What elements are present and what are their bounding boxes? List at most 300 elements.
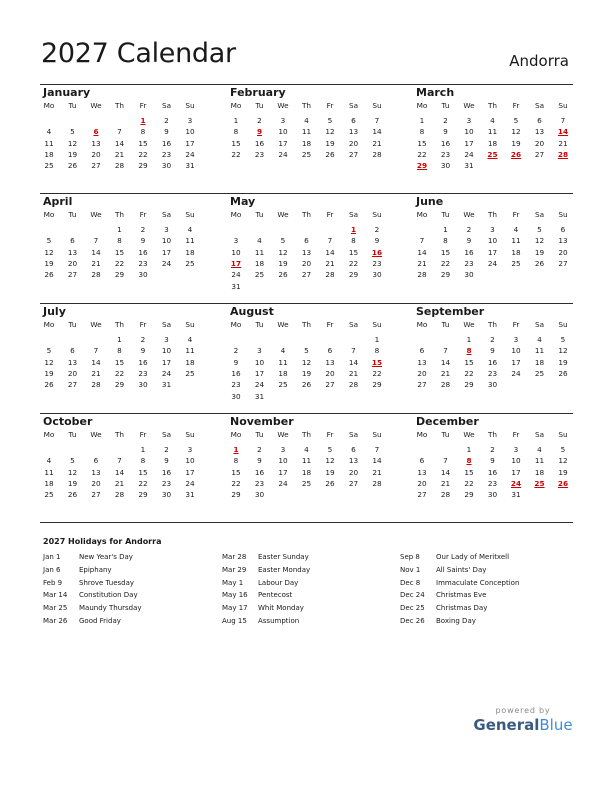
weekday-label: Th <box>301 430 312 439</box>
day-cell: 4 <box>46 127 52 137</box>
day-cell: 19 <box>67 478 78 488</box>
weekday-label: Tu <box>68 320 77 329</box>
holiday-day: 29 <box>416 161 428 171</box>
holiday-name: Pentecost <box>258 591 293 600</box>
day-cell: 19 <box>534 247 545 257</box>
day-cell: 27 <box>558 258 568 268</box>
day-cell: 12 <box>534 236 545 246</box>
day-cell: 21 <box>91 368 101 378</box>
day-cell: 7 <box>419 236 425 246</box>
day-cell: 23 <box>440 149 451 159</box>
day-cell: 25 <box>44 490 54 500</box>
day-cell: 25 <box>534 368 545 378</box>
month-name: March <box>416 86 455 99</box>
day-cell: 14 <box>91 247 101 257</box>
day-cell: 23 <box>231 380 241 390</box>
day-cell: 18 <box>254 258 265 268</box>
holiday-day: 25 <box>487 149 498 159</box>
day-cell: 28 <box>114 161 125 171</box>
day-cell: 5 <box>304 346 309 356</box>
holiday-name: All Saints' Day <box>436 565 487 574</box>
day-cell: 13 <box>301 247 312 257</box>
day-cell: 4 <box>46 456 52 466</box>
weekday-label: We <box>90 320 102 329</box>
day-cell: 19 <box>67 149 78 159</box>
day-cell: 8 <box>351 236 356 246</box>
weekday-label: Tu <box>68 430 77 439</box>
day-cell: 11 <box>534 346 545 356</box>
day-cell: 27 <box>67 380 78 390</box>
weekday-label: Th <box>487 210 498 219</box>
day-cell: 10 <box>487 236 498 246</box>
day-cell: 23 <box>464 258 474 268</box>
weekday-label: Sa <box>161 210 172 219</box>
day-cell: 13 <box>348 127 359 137</box>
day-cell: 24 <box>231 270 241 280</box>
divider-line <box>40 413 573 414</box>
day-cell: 26 <box>558 368 568 378</box>
day-cell: 16 <box>161 467 172 477</box>
logo-text <box>473 716 573 734</box>
day-cell: 13 <box>67 357 78 367</box>
day-cell: 11 <box>301 127 312 137</box>
day-cell: 22 <box>138 478 148 488</box>
day-cell: 19 <box>325 138 335 148</box>
holiday-day: 8 <box>466 456 472 466</box>
day-cell: 2 <box>140 335 146 344</box>
holiday-name: Christmas Eve <box>436 591 487 600</box>
day-cell: 30 <box>372 270 382 280</box>
day-cell: 25 <box>185 368 195 378</box>
day-cell: 20 <box>67 368 78 378</box>
day-cell: 20 <box>325 368 335 378</box>
weekday-label: Sa <box>534 101 545 110</box>
weekday-label: Tu <box>68 101 77 110</box>
day-cell: 8 <box>233 127 239 137</box>
weekday-label: Su <box>372 320 382 329</box>
day-cell: 2 <box>490 445 495 454</box>
holiday-date: Sep 8 <box>400 553 420 561</box>
weekday-label: Th <box>301 101 312 110</box>
holiday-date: Feb 9 <box>43 578 63 587</box>
day-cell: 1 <box>233 116 239 125</box>
powered-by-text: powered by <box>495 706 551 715</box>
day-cell: 19 <box>558 467 568 477</box>
day-cell: 31 <box>231 281 241 291</box>
day-cell: 19 <box>44 258 54 268</box>
day-cell: 19 <box>44 368 54 378</box>
day-cell: 23 <box>372 258 382 268</box>
day-cell: 6 <box>93 456 99 466</box>
day-cell: 6 <box>351 445 356 454</box>
holiday-date: Mar 26 <box>43 617 68 625</box>
day-cell: 11 <box>278 357 288 367</box>
day-cell: 28 <box>372 478 382 488</box>
day-cell: 15 <box>231 138 241 148</box>
day-cell: 26 <box>534 258 545 268</box>
day-cell: 18 <box>301 138 312 148</box>
weekday-label: Sa <box>161 101 172 110</box>
day-cell: 7 <box>117 456 122 466</box>
weekday-label: We <box>90 101 102 110</box>
day-cell: 20 <box>558 247 568 257</box>
day-cell: 16 <box>231 368 241 378</box>
holiday-name: Easter Sunday <box>258 553 309 561</box>
day-cell: 13 <box>417 357 427 367</box>
day-cell: 27 <box>348 478 359 488</box>
holiday-day: 15 <box>371 357 383 367</box>
month-name: June <box>416 195 444 208</box>
day-cell: 28 <box>440 380 451 390</box>
day-cell: 3 <box>466 116 472 125</box>
day-cell: 14 <box>440 467 451 477</box>
day-cell: 4 <box>537 335 542 344</box>
day-cell: 26 <box>67 161 78 171</box>
day-cell: 20 <box>348 138 359 148</box>
day-cell: 21 <box>440 478 451 488</box>
weekday-label: Fr <box>139 430 147 439</box>
weekday-label: Th <box>301 210 312 219</box>
weekday-label: Sa <box>348 430 359 439</box>
day-cell: 5 <box>327 445 333 454</box>
weekday-label: Fr <box>326 430 334 439</box>
day-cell: 21 <box>114 149 125 159</box>
day-cell: 12 <box>278 247 288 257</box>
day-cell: 9 <box>443 127 448 137</box>
day-cell: 21 <box>325 258 335 268</box>
day-cell: 23 <box>487 478 498 488</box>
day-cell: 6 <box>70 236 75 246</box>
weekday-label: Sa <box>348 320 359 329</box>
day-cell: 5 <box>327 116 333 125</box>
holiday-name: Whit Monday <box>258 604 304 613</box>
day-cell: 27 <box>534 149 545 159</box>
day-cell: 24 <box>487 258 498 268</box>
day-cell: 23 <box>487 368 498 378</box>
divider-line <box>40 84 573 85</box>
day-cell: 25 <box>301 478 312 488</box>
day-cell: 16 <box>254 467 265 477</box>
weekday-label: Tu <box>441 430 450 439</box>
day-cell: 26 <box>325 149 335 159</box>
month-name: May <box>230 195 256 208</box>
day-cell: 31 <box>511 490 521 500</box>
holiday-date: Mar 28 <box>222 553 247 561</box>
day-cell: 14 <box>348 357 359 367</box>
weekday-label: Th <box>114 320 125 329</box>
day-cell: 23 <box>138 258 148 268</box>
day-cell: 12 <box>67 467 78 477</box>
day-cell: 3 <box>280 116 286 125</box>
day-cell: 15 <box>464 467 474 477</box>
holiday-name: Assumption <box>258 617 300 625</box>
day-cell: 2 <box>490 335 495 344</box>
day-cell: 21 <box>91 258 101 268</box>
day-cell: 13 <box>91 467 101 477</box>
day-cell: 3 <box>257 346 262 356</box>
day-cell: 8 <box>419 127 425 137</box>
weekday-label: Tu <box>68 210 77 219</box>
day-cell: 29 <box>348 270 359 280</box>
weekday-label: Su <box>185 320 195 329</box>
day-cell: 29 <box>114 380 125 390</box>
day-cell: 11 <box>487 127 498 137</box>
weekday-label: Su <box>185 101 195 110</box>
day-cell: 11 <box>185 346 195 356</box>
weekday-label: Fr <box>512 101 520 110</box>
day-cell: 6 <box>537 116 542 125</box>
holiday-date: May 17 <box>222 604 248 613</box>
day-cell: 16 <box>161 138 172 148</box>
day-cell: 30 <box>440 161 451 171</box>
day-cell: 4 <box>490 116 495 125</box>
day-cell: 28 <box>372 149 382 159</box>
day-cell: 5 <box>513 116 519 125</box>
day-cell: 30 <box>161 490 172 500</box>
day-cell: 1 <box>374 335 380 344</box>
day-cell: 4 <box>304 445 309 454</box>
day-cell: 17 <box>161 357 172 367</box>
weekday-label: Mo <box>230 430 242 439</box>
day-cell: 18 <box>534 467 545 477</box>
weekday-label: Tu <box>441 320 450 329</box>
day-cell: 27 <box>67 270 78 280</box>
day-cell: 10 <box>254 357 265 367</box>
holiday-date: May 1 <box>222 578 244 587</box>
day-cell: 8 <box>374 346 380 356</box>
day-cell: 30 <box>231 391 241 401</box>
day-cell: 20 <box>91 149 101 159</box>
holiday-name: Easter Monday <box>258 565 311 574</box>
day-cell: 29 <box>464 380 474 390</box>
day-cell: 5 <box>560 335 566 344</box>
holiday-date: Nov 1 <box>400 565 421 574</box>
day-cell: 6 <box>351 116 356 125</box>
weekday-label: Fr <box>139 101 147 110</box>
day-cell: 10 <box>185 456 195 466</box>
day-cell: 18 <box>44 478 54 488</box>
day-cell: 23 <box>138 368 148 378</box>
day-cell: 17 <box>278 138 288 148</box>
day-cell: 7 <box>93 346 99 356</box>
day-cell: 7 <box>117 127 122 137</box>
day-cell: 13 <box>558 236 568 246</box>
day-cell: 18 <box>44 149 54 159</box>
month-name: January <box>43 86 91 99</box>
weekday-label: We <box>463 320 475 329</box>
day-cell: 10 <box>231 247 241 257</box>
day-cell: 29 <box>464 490 474 500</box>
day-cell: 4 <box>257 236 262 246</box>
month-name: December <box>416 415 479 428</box>
day-cell: 27 <box>91 161 101 171</box>
logo-general: General <box>473 716 540 734</box>
day-cell: 29 <box>114 270 125 280</box>
day-cell: 19 <box>511 138 521 148</box>
day-cell: 3 <box>280 445 286 454</box>
day-cell: 15 <box>464 357 474 367</box>
day-cell: 19 <box>278 258 288 268</box>
day-cell: 28 <box>91 380 101 390</box>
day-cell: 4 <box>280 346 286 356</box>
day-cell: 6 <box>304 236 309 246</box>
day-cell: 18 <box>511 247 521 257</box>
holidays-title: 2027 Holidays for Andorra <box>43 537 162 546</box>
holiday-day: 16 <box>371 247 383 257</box>
day-cell: 20 <box>417 478 427 488</box>
day-cell: 16 <box>487 467 498 477</box>
weekday-label: We <box>90 210 102 219</box>
day-cell: 5 <box>537 225 542 234</box>
holiday-date: Dec 24 <box>400 591 425 600</box>
day-cell: 1 <box>466 335 472 344</box>
day-cell: 12 <box>558 456 568 466</box>
day-cell: 12 <box>511 127 521 137</box>
day-cell: 15 <box>231 467 241 477</box>
day-cell: 13 <box>67 247 78 257</box>
day-cell: 14 <box>114 138 125 148</box>
holiday-name: Epiphany <box>79 565 112 574</box>
day-cell: 8 <box>233 456 239 466</box>
day-cell: 9 <box>140 346 146 356</box>
day-cell: 11 <box>511 236 521 246</box>
day-cell: 9 <box>233 357 239 367</box>
holiday-date: Mar 29 <box>222 565 247 574</box>
holiday-date: Dec 8 <box>400 578 421 587</box>
holiday-day: 1 <box>140 116 146 125</box>
day-cell: 14 <box>440 357 451 367</box>
day-cell: 2 <box>257 116 262 125</box>
day-cell: 21 <box>417 258 427 268</box>
day-cell: 1 <box>117 225 122 234</box>
day-cell: 19 <box>325 467 335 477</box>
weekday-label: Su <box>558 430 568 439</box>
day-cell: 24 <box>185 478 195 488</box>
day-cell: 7 <box>443 456 448 466</box>
day-cell: 20 <box>348 467 359 477</box>
day-cell: 29 <box>440 270 451 280</box>
day-cell: 2 <box>443 116 448 125</box>
day-cell: 26 <box>301 380 312 390</box>
day-cell: 9 <box>164 456 169 466</box>
day-cell: 14 <box>372 127 382 137</box>
day-cell: 31 <box>185 161 195 171</box>
day-cell: 12 <box>558 346 568 356</box>
holiday-day: 17 <box>230 258 242 268</box>
day-cell: 13 <box>91 138 101 148</box>
day-cell: 25 <box>44 161 54 171</box>
holiday-day: 9 <box>256 127 263 137</box>
day-cell: 4 <box>513 225 519 234</box>
day-cell: 27 <box>325 380 335 390</box>
day-cell: 1 <box>117 335 122 344</box>
day-cell: 10 <box>464 127 474 137</box>
day-cell: 20 <box>534 138 545 148</box>
weekday-label: Su <box>372 101 382 110</box>
weekday-label: We <box>463 430 475 439</box>
day-cell: 29 <box>138 161 148 171</box>
day-cell: 22 <box>464 368 474 378</box>
divider-line <box>40 303 573 304</box>
generalblue-logo[interactable] <box>473 706 573 734</box>
weekday-label: Tu <box>441 210 450 219</box>
day-cell: 16 <box>138 357 148 367</box>
day-cell: 10 <box>511 346 521 356</box>
weekday-label: Sa <box>161 320 172 329</box>
day-cell: 12 <box>325 127 335 137</box>
day-cell: 28 <box>325 270 335 280</box>
holiday-name: Shrove Tuesday <box>79 578 135 587</box>
day-cell: 11 <box>534 456 545 466</box>
day-cell: 9 <box>466 236 472 246</box>
day-cell: 22 <box>231 149 241 159</box>
day-cell: 11 <box>254 247 265 257</box>
month-name: February <box>230 86 286 99</box>
day-cell: 6 <box>419 346 425 356</box>
holiday-date: Mar 25 <box>43 604 68 613</box>
day-cell: 2 <box>374 225 380 234</box>
day-cell: 31 <box>185 490 195 500</box>
day-cell: 22 <box>417 149 427 159</box>
day-cell: 8 <box>443 236 448 246</box>
day-cell: 31 <box>161 380 172 390</box>
day-cell: 3 <box>164 225 169 234</box>
day-cell: 20 <box>417 368 427 378</box>
day-cell: 7 <box>443 346 448 356</box>
weekday-label: Sa <box>348 210 359 219</box>
day-cell: 17 <box>278 467 288 477</box>
day-cell: 16 <box>464 247 474 257</box>
day-cell: 13 <box>348 456 359 466</box>
day-cell: 28 <box>417 270 427 280</box>
day-cell: 14 <box>91 357 101 367</box>
day-cell: 22 <box>464 478 474 488</box>
day-cell: 18 <box>534 357 545 367</box>
weekday-label: We <box>90 430 102 439</box>
day-cell: 6 <box>327 346 333 356</box>
day-cell: 3 <box>164 335 169 344</box>
day-cell: 26 <box>44 270 54 280</box>
day-cell: 31 <box>254 391 265 401</box>
weekday-label: Mo <box>416 430 428 439</box>
weekday-label: We <box>277 101 289 110</box>
day-cell: 16 <box>138 247 148 257</box>
day-cell: 21 <box>558 138 568 148</box>
day-cell: 1 <box>443 225 448 234</box>
month-name: July <box>43 305 66 318</box>
day-cell: 15 <box>417 138 427 148</box>
day-cell: 29 <box>138 490 148 500</box>
day-cell: 2 <box>257 445 262 454</box>
month-name: October <box>43 415 93 428</box>
weekday-label: Mo <box>43 101 55 110</box>
day-cell: 10 <box>511 456 521 466</box>
weekday-label: We <box>277 320 289 329</box>
day-cell: 1 <box>466 445 472 454</box>
weekday-label: Mo <box>43 210 55 219</box>
day-cell: 27 <box>301 270 312 280</box>
weekday-label: Su <box>372 430 382 439</box>
day-cell: 22 <box>114 368 125 378</box>
day-cell: 30 <box>138 380 148 390</box>
holiday-day: 24 <box>510 478 522 488</box>
holiday-day: 1 <box>350 225 357 234</box>
day-cell: 17 <box>487 247 498 257</box>
day-cell: 28 <box>440 490 451 500</box>
day-cell: 25 <box>278 380 288 390</box>
day-cell: 18 <box>185 247 195 257</box>
day-cell: 24 <box>511 368 521 378</box>
